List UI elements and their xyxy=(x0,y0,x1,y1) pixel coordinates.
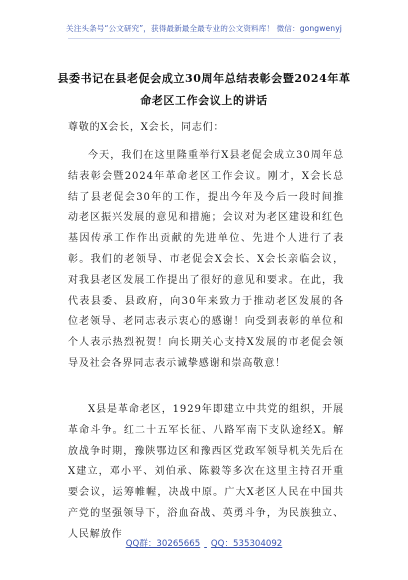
salutation: 尊敬的X会长，X会长，同志们： xyxy=(68,122,225,133)
document-title: 县委书记在县老促会成立30周年总结表彰会暨2024年革命老区工作会议上的讲话 xyxy=(57,72,351,107)
footer-qq-group[interactable]: QQ群：30265665 xyxy=(125,539,201,549)
body-paragraph-2: X县是革命老区，1929年即建立中共党的组织，开展革命斗争。红二十五军长征、八路军南下支队途经X。解放战争时期，豫陕鄂边区和豫西区党政军领导机关先后在X建立，邓小平、刘伯承、陈毅等多次在这里主持召开重要会议，运筹帷幄，决战中原。广大X老区人民在中国共产党的坚强领导下，浴血奋战、英勇斗争，为民族独立、人民解放作 xyxy=(68,404,344,540)
body-paragraph-1: 今天，我们在这里隆重举行X县老促会成立30周年总结表彰会暨2024年革命老区工作会议。刚才，X会长总结了县老促会30年的工作，提出今年及今后一段时间推动老区振兴发展的意见和措施；会议对为老区建设和红色基因传承工作作出贡献的先进单位、先进个人进行了表彰。我们的老领导、市老促会X会长、X会长亲临会议，对我县老区发展工作提出了很好的意见和要求。在此，我代表县委、县政府，向30年来致力于推动老区发展的各位老领导、老同志表示衷心的感谢！向受到表彰的单位和个人表示热烈祝贺！向长期关心支持X发展的市老促会领导及社会各界同志表示诚挚感谢和崇高敬意！ xyxy=(68,150,344,369)
header-notice: 关注头条号“公文研究”，获得最新最全最专业的公文资料库！ 微信：gongwenyj xyxy=(66,24,342,33)
footer-contact[interactable] xyxy=(0,537,408,549)
footer-qq-number[interactable]: QQ：535304092 xyxy=(210,539,283,549)
header-divider xyxy=(68,38,340,39)
